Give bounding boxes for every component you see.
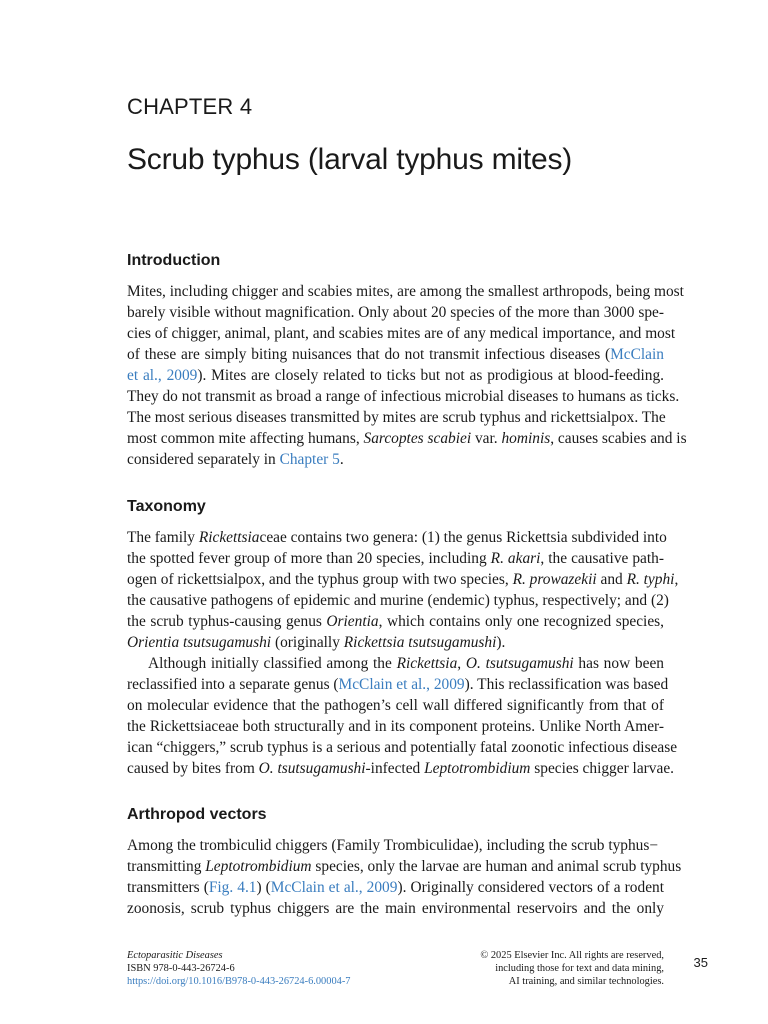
text-line: the causative pathogens of epidemic and murine (endemic) typhus, respectively; and (2) — [127, 592, 669, 609]
italic-term: Orientia — [326, 613, 379, 630]
italic-term: Leptotrombidium — [205, 858, 312, 875]
italic-term: Leptotrombidium — [424, 760, 531, 777]
section-heading-arthropod-vectors: Arthropod vectors — [127, 806, 267, 823]
doi-link[interactable]: https://doi.org/10.1016/B978-0-443-26724-6.00004-7 — [127, 976, 351, 987]
paragraph-taxonomy — [127, 527, 679, 779]
text-line: ican “chiggers,” scrub typhus is a serious and potentially fatal zoonotic infectious disease — [127, 739, 678, 756]
italic-term: hominis — [501, 430, 551, 447]
italic-term: R. prowazekii — [512, 571, 597, 588]
italic-term: O. tsutsugamushi — [258, 760, 366, 777]
text-line-with-citation: reclassified into a separate genus (McClain et al., 2009). This reclassification was based — [127, 676, 669, 693]
paragraph-introduction — [127, 281, 687, 470]
copyright-line: including those for text and data mining, — [495, 963, 664, 974]
chapter-title: Scrub typhus (larval typhus mites) — [127, 143, 573, 176]
text-line: ogen of rickettsialpox, and the typhus group with two species, R. prowazekii and R. typhi, — [127, 571, 679, 588]
footer-copyright — [480, 949, 664, 988]
section-heading-taxonomy: Taxonomy — [127, 498, 206, 515]
text-line: cies of chigger, animal, plant, and scabies mites are of any medical importance, and most — [127, 325, 676, 342]
reference-link[interactable]: McClain — [610, 346, 664, 363]
text-line: on molecular evidence that the pathogen’s cell wall differed significantly from that of — [127, 697, 664, 714]
isbn: ISBN 978-0-443-26724-6 — [127, 963, 235, 974]
italic-term: Rickettsia — [396, 655, 458, 672]
italic-term: Sarcoptes scabiei — [363, 430, 472, 447]
page-number: 35 — [693, 955, 708, 970]
italic-term: Rickettsia — [198, 529, 260, 546]
italic-term: R. typhi — [626, 571, 675, 588]
reference-link[interactable]: Fig. 4.1 — [208, 879, 257, 896]
text-line-with-chapter-link: considered separately in Chapter 5. — [127, 451, 344, 468]
text-line: Mites, including chigger and scabies mites, are among the smallest arthropods, being most — [127, 283, 684, 300]
text-line: They do not transmit as broad a range of infectious microbial diseases to humans as ticks. — [127, 388, 680, 405]
text-line: The most serious diseases transmitted by mites are scrub typhus and rickettsialpox. The — [127, 409, 666, 426]
italic-term: Rickettsia tsutsugamushi — [343, 634, 497, 651]
section-heading-introduction: Introduction — [127, 252, 221, 269]
italic-term: Orientia tsutsugamushi — [127, 634, 272, 651]
text-line-with-citation: of these are simply biting nuisances that do not transmit infectious diseases (McClain — [127, 346, 664, 363]
text-line-with-citation: et al., 2009). Mites are closely related to ticks but not as prodigious at blood-feeding. — [127, 367, 664, 384]
text-line: zoonosis, scrub typhus chiggers are the main environmental reservoirs and the only — [127, 900, 664, 917]
text-line: Among the trombiculid chiggers (Family Trombiculidae), including the scrub typhus− — [127, 837, 659, 854]
reference-link[interactable]: McClain et al., 2009 — [338, 676, 465, 693]
copyright-line: © 2025 Elsevier Inc. All rights are reserved, — [480, 950, 664, 961]
text-line: The family Rickettsiaceae contains two genera: (1) the genus Rickettsia subdivided into — [127, 529, 667, 546]
chapter-label: CHAPTER 4 — [127, 94, 253, 119]
text-line: the Rickettsiaceae both structurally and in its component proteins. Unlike North Amer- — [127, 718, 664, 735]
paragraph-arthropod-vectors — [127, 835, 682, 919]
text-line: most common mite affecting humans, Sarcoptes scabiei var. hominis, causes scabies and is — [127, 430, 687, 447]
reference-link[interactable]: et al., 2009 — [127, 367, 198, 384]
text-line: caused by bites from O. tsutsugamushi-infected Leptotrombidium species chigger larvae. — [127, 760, 674, 777]
text-line-with-figure-link: transmitters (Fig. 4.1) (McClain et al., 2009). Originally considered vectors of a rodent — [127, 879, 664, 896]
reference-link[interactable]: McClain et al., 2009 — [270, 879, 398, 896]
text-line: the scrub typhus-causing genus Orientia, which contains only one recognized species, — [127, 613, 664, 630]
book-title: Ectoparasitic Diseases — [127, 950, 223, 961]
text-line: Orientia tsutsugamushi (originally Rickettsia tsutsugamushi). — [127, 634, 506, 651]
italic-term: O. tsutsugamushi — [465, 655, 574, 672]
text-line: transmitting Leptotrombidium species, only the larvae are human and animal scrub typhus — [127, 858, 682, 875]
reference-link[interactable]: Chapter 5 — [279, 451, 340, 468]
text-line: the spotted fever group of more than 20 species, including R. akari, the causative path- — [127, 550, 664, 567]
text-line: Although initially classified among the Rickettsia, O. tsutsugamushi has now been — [148, 655, 664, 672]
text-line: barely visible without magnification. Only about 20 species of the more than 3000 spe- — [127, 304, 664, 321]
copyright-line: AI training, and similar technologies. — [508, 976, 664, 987]
footer-publication-info — [127, 949, 351, 988]
italic-term: R. akari — [490, 550, 541, 567]
